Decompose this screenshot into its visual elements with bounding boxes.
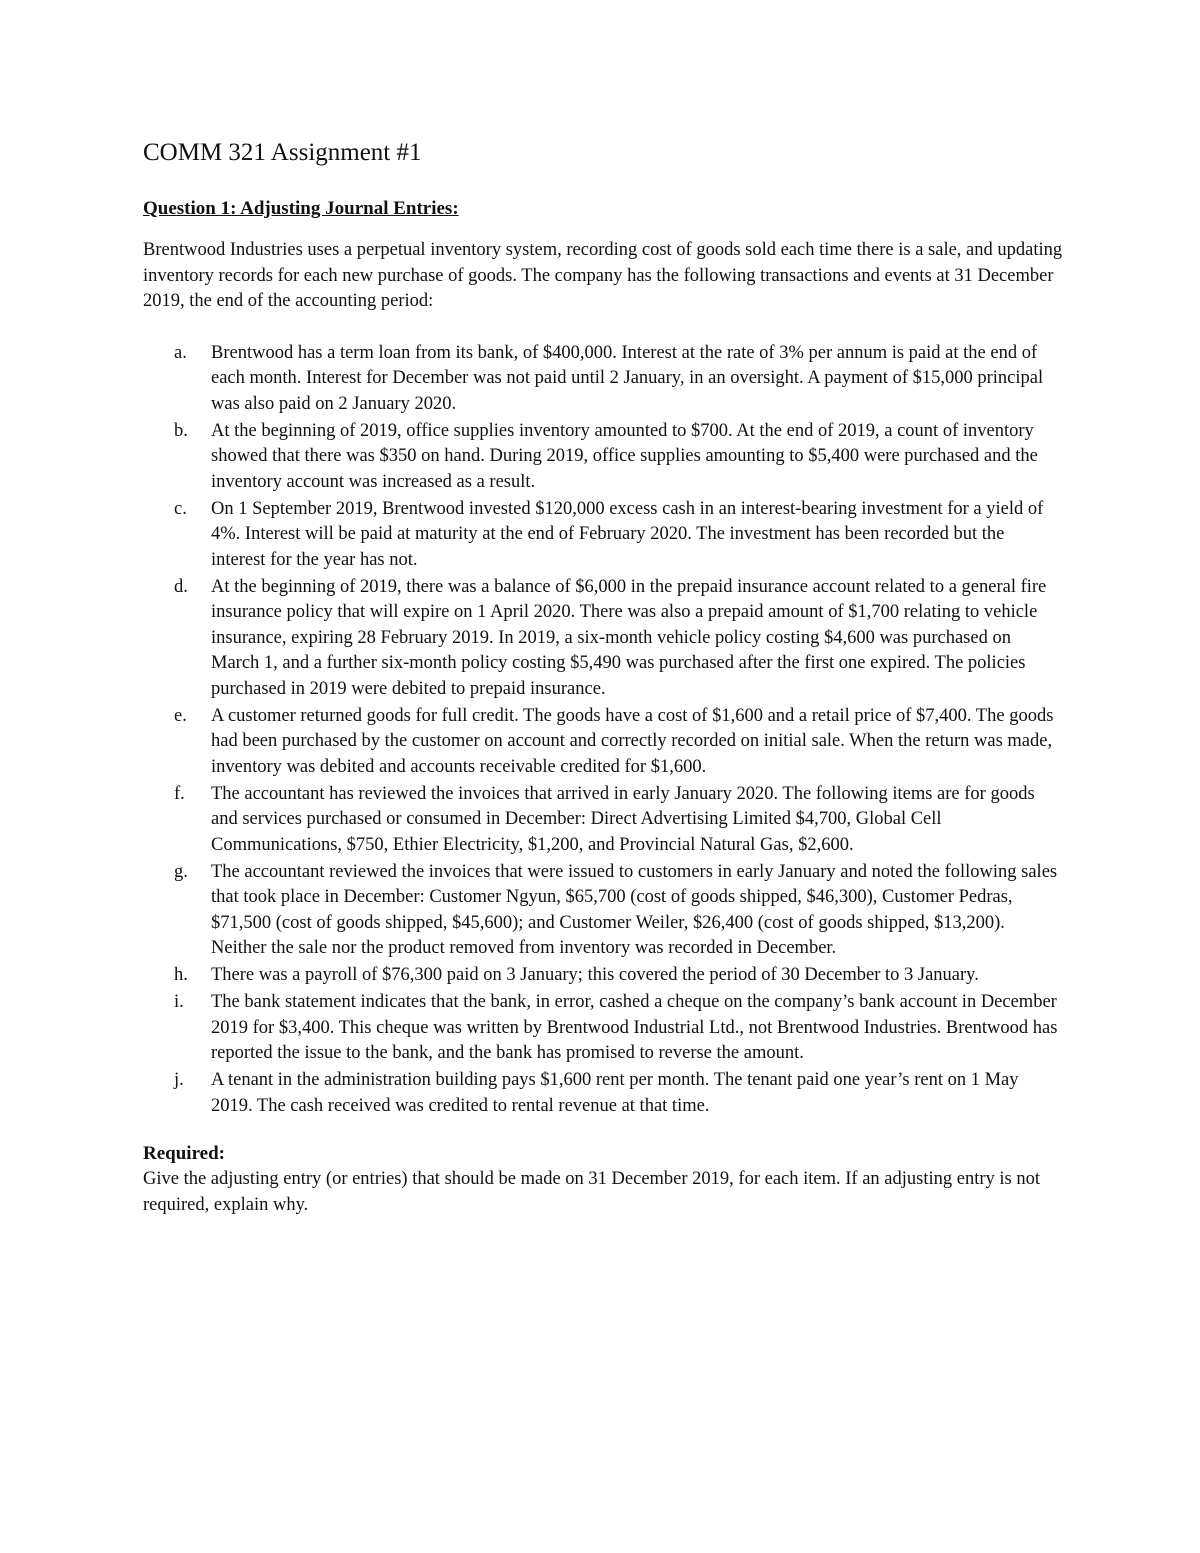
item-text: There was a payroll of $76,300 paid on 3 January; this covered the period of 30 December to 3 January. — [211, 965, 979, 985]
item-text: The accountant reviewed the invoices that were issued to customers in early January and noted the following sales that took place in December: Customer Ngyun, $65,700 (cost of goods shipped, $46,300), Customer Pedras, $71,500 (cost of goods shipped, $45,600); and Customer Weiler, $26,400 (cost of goods shipped, $13,200). Neither the sale nor the product removed from inventory was recorded in December. — [211, 861, 1058, 958]
item-marker: i. — [174, 992, 184, 1012]
item-marker: g. — [174, 861, 188, 882]
item-marker: b. — [174, 420, 188, 441]
item-text: The accountant has reviewed the invoices that arrived in early January 2020. The following items are for goods and services purchased or consumed in December: Direct Advertising Limited $4,700, Global Cell Communications, $750, Ethier Electricity, $1,200, and Provincial Natural Gas, $2,600. — [211, 783, 1035, 855]
item-text: The bank statement indicates that the bank, in error, cashed a cheque on the company’s bank account in December 2019 for $3,400. This cheque was written by Brentwood Industrial Ltd., not Brentwood Industries. Brentwood has reported the issue to the bank, and the bank has promised to reverse the amount. — [211, 992, 1058, 1063]
item-marker: f. — [174, 783, 185, 804]
item-marker: d. — [174, 576, 188, 597]
intro-paragraph: Brentwood Industries uses a perpetual inventory system, recording cost of goods sold each time there is a sale, and updating inventory records for each new purchase of goods. The company has the following transactions and events at 31 December 2019, the end of the accounting period: — [143, 240, 1063, 311]
list-item-a — [143, 341, 1063, 418]
question-heading: Question 1: Adjusting Journal Entries: — [143, 198, 459, 219]
list-item-f — [143, 782, 1063, 859]
item-text: At the beginning of 2019, office supplies inventory amounted to $700. At the end of 2019, a count of inventory showed that there was $350 on hand. During 2019, office supplies amounting to $5,400 were purchased and the inventory account was increased as a result. — [211, 420, 1038, 492]
item-text: On 1 September 2019, Brentwood invested $120,000 excess cash in an interest-bearing investment for a yield of 4%. Interest will be paid at maturity at the end of February 2020. The investment has been recorded but the interest for the year has not. — [211, 498, 1044, 570]
transaction-list — [143, 341, 1063, 1120]
item-marker: e. — [174, 705, 187, 726]
required-text: Give the adjusting entry (or entries) that should be made on 31 December 2019, for each item. If an adjusting entry is not required, explain why. — [143, 1169, 1040, 1215]
item-text: A customer returned goods for full credit. The goods have a cost of $1,600 and a retail price of $7,400. The goods had been purchased by the customer on account and correctly recorded on initial sale. When the return was made, inventory was debited and accounts receivable credited for $1,600. — [211, 705, 1054, 777]
item-marker: j. — [174, 1070, 184, 1090]
item-marker: c. — [174, 498, 187, 519]
list-item-g — [143, 860, 1063, 962]
required-heading: Required: — [143, 1143, 225, 1164]
list-item-b — [143, 419, 1063, 496]
list-item-d — [143, 575, 1063, 703]
document-title: COMM 321 Assignment #1 — [143, 139, 422, 166]
item-marker: h. — [174, 965, 188, 985]
list-item-h — [143, 963, 1063, 989]
item-text: At the beginning of 2019, there was a balance of $6,000 in the prepaid insurance account related to a general fire insurance policy that will expire on 1 April 2020. There was also a prepaid amount of $1,700 relating to vehicle insurance, expiring 28 February 2019. In 2019, a six-month vehicle policy costing $4,600 was purchased on March 1, and a further six-month policy costing $5,490 was purchased after the first one expired. The policies purchased in 2019 were debited to prepaid insurance. — [211, 576, 1047, 699]
document-page — [143, 138, 1063, 1218]
item-text: Brentwood has a term loan from its bank, of $400,000. Interest at the rate of 3% per annum is paid at the end of each month. Interest for December was not paid until 2 January, in an oversight. A payment of $15,000 principal was also paid on 2 January 2020. — [211, 342, 1044, 414]
list-item-i — [143, 990, 1063, 1067]
list-item-e — [143, 704, 1063, 781]
list-item-j — [143, 1068, 1063, 1119]
list-item-c — [143, 497, 1063, 574]
item-text: A tenant in the administration building pays $1,600 rent per month. The tenant paid one year’s rent on 1 May 2019. The cash received was credited to rental revenue at that time. — [211, 1070, 1019, 1116]
item-marker: a. — [174, 342, 187, 363]
